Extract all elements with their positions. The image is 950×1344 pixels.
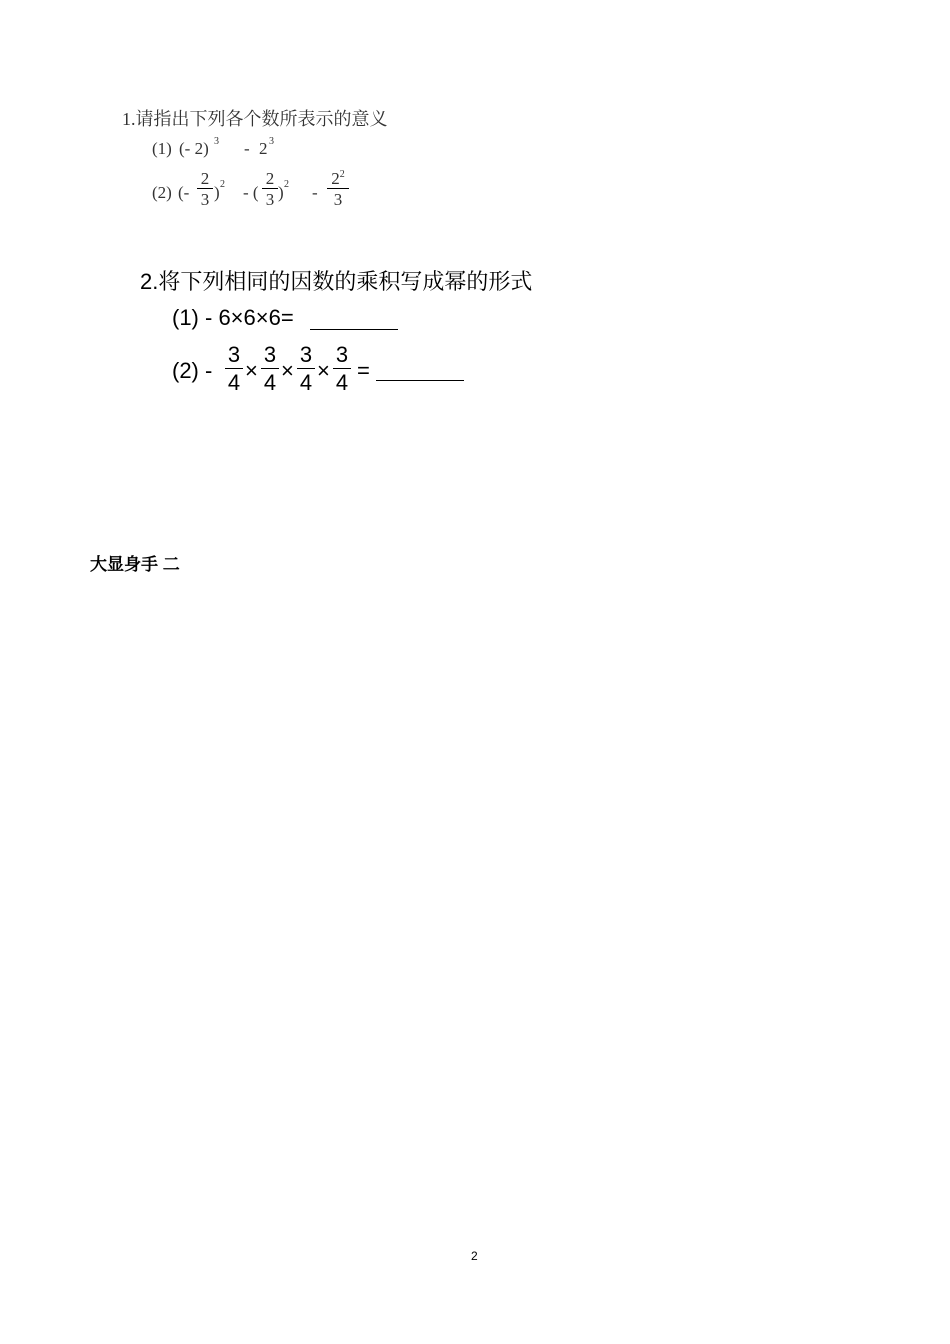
q2-times-1: × <box>245 358 258 383</box>
page-number: 2 <box>471 1249 478 1263</box>
q1-item-1-label: (1) <box>152 139 172 158</box>
q2-fraction-2-denominator: 4 <box>263 370 277 395</box>
q2-fraction-3 <box>297 344 315 394</box>
q1-item-2-label: (2) <box>152 183 172 202</box>
q1-fraction-3-denominator: 3 <box>333 190 343 209</box>
q2-fraction-3-numerator: 3 <box>299 342 313 367</box>
q2-fraction-3-bar <box>297 368 315 369</box>
q1-fraction-3 <box>327 170 349 208</box>
q2-item-1-expr: (1) - 6×6×6= <box>172 305 294 330</box>
q2-times-2: × <box>281 358 294 383</box>
q1-fraction-1 <box>197 170 213 208</box>
q1-fraction-1-denominator: 3 <box>200 190 210 209</box>
q1-item-1-exp-a: 3 <box>214 136 219 147</box>
q1-item-2-neg-3: - <box>312 183 318 202</box>
q1-item-1-exp-b: 3 <box>269 136 274 147</box>
q2-fraction-4-denominator: 4 <box>335 370 349 395</box>
q2-equals: = <box>357 358 370 383</box>
q1-item-1-base-b: 2 <box>259 139 268 158</box>
q1-fraction-1-bar <box>197 188 213 189</box>
q2-item-2-answer-blank[interactable] <box>376 380 464 381</box>
q1-fraction-3-bar <box>327 188 349 189</box>
q2-fraction-4-numerator: 3 <box>335 342 349 367</box>
q1-item-2-neg-2: - ( <box>243 183 259 202</box>
q2-fraction-1-numerator: 3 <box>227 342 241 367</box>
question-1-title: 1.请指出下列各个数所表示的意义 <box>122 109 388 129</box>
q1-fraction-1-numerator: 2 <box>200 169 210 188</box>
q2-item-1-answer-blank[interactable] <box>310 329 398 330</box>
q1-item-2-exp-1: 2 <box>220 179 225 190</box>
q1-item-1-minus: - <box>244 139 250 158</box>
q1-item-1-expr-a: (- 2) <box>179 139 209 158</box>
q1-item-2-open-neg: (- <box>178 183 190 202</box>
q2-fraction-2-numerator: 3 <box>263 342 277 367</box>
q1-item-2-close-1: ) <box>214 183 220 202</box>
q1-fraction-3-numerator-base: 2 <box>331 169 340 188</box>
q2-fraction-4-bar <box>333 368 351 369</box>
q2-fraction-1 <box>225 344 243 394</box>
q1-fraction-3-numerator <box>327 170 349 187</box>
q2-fraction-2-bar <box>261 368 279 369</box>
q1-item-2-exp-2: 2 <box>284 179 289 190</box>
q2-fraction-4 <box>333 344 351 394</box>
q2-fraction-1-bar <box>225 368 243 369</box>
q1-fraction-3-numerator-exp: 2 <box>339 169 345 180</box>
question-2-title: 2.将下列相同的因数的乘积写成幂的形式 <box>140 269 533 294</box>
q2-fraction-3-denominator: 4 <box>299 370 313 395</box>
q2-times-3: × <box>317 358 330 383</box>
q2-item-2-label: (2) - <box>172 358 213 383</box>
section-heading: 大显身手 二 <box>90 555 180 574</box>
q1-fraction-2 <box>262 170 278 208</box>
q1-fraction-2-numerator: 2 <box>265 169 275 188</box>
q1-fraction-2-denominator: 3 <box>265 190 275 209</box>
q2-fraction-1-denominator: 4 <box>227 370 241 395</box>
q1-fraction-2-bar <box>262 188 278 189</box>
q1-item-2-close-2: ) <box>278 183 284 202</box>
q2-fraction-2 <box>261 344 279 394</box>
